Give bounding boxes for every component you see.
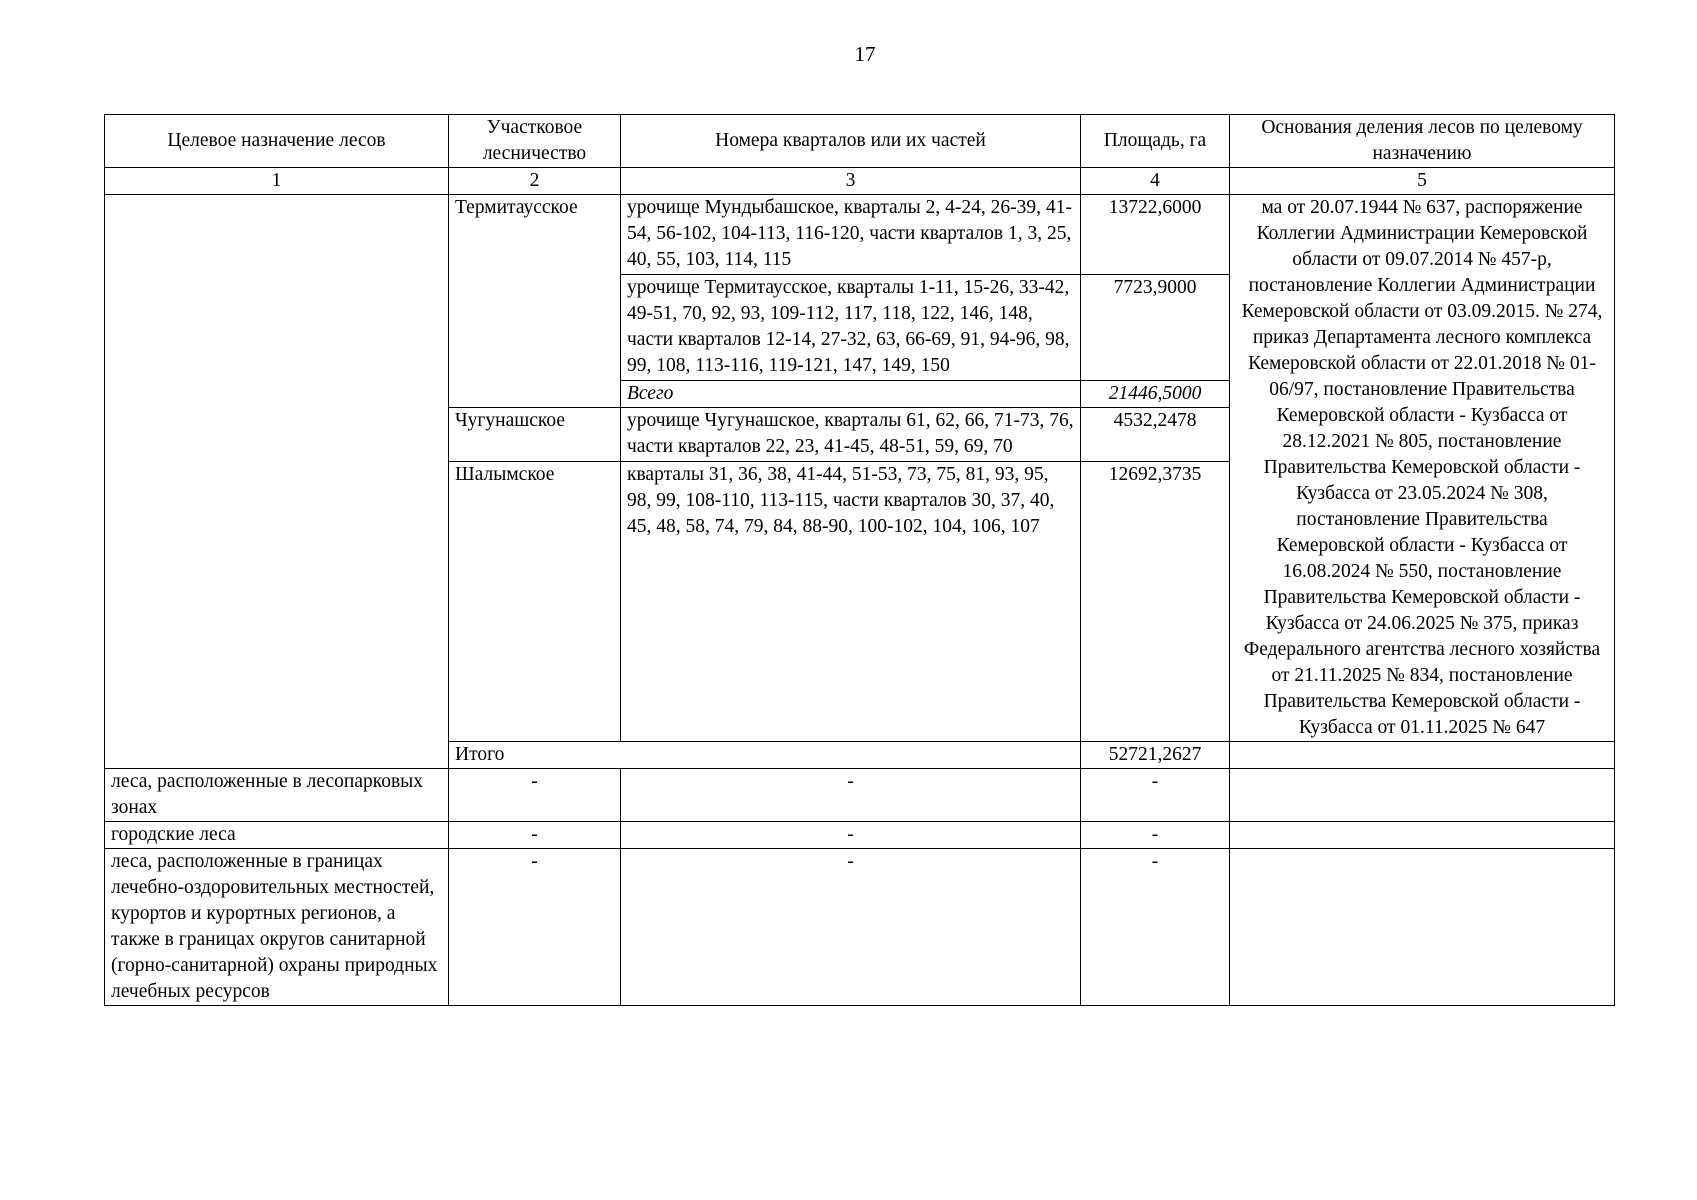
forest-purpose-table [104,114,1615,1006]
column-number: 5 [1230,168,1615,195]
quarters-cell: - [621,822,1081,849]
subtotal-area: 21446,5000 [1081,381,1230,408]
area-cell: 4532,2478 [1081,408,1230,462]
area-cell: - [1081,822,1230,849]
table-row [105,769,1615,822]
forestry-chugunashskoe: Чугунашское [449,408,621,462]
forestry-cell: - [449,822,621,849]
table-header-row [105,115,1615,168]
column-number: 3 [621,168,1081,195]
area-cell: - [1081,769,1230,822]
table-row [105,849,1615,1006]
quarters-cell: - [621,849,1081,1006]
quarters-cell: урочище Термитаусское, кварталы 1-11, 15-26, 33-42, 49-51, 70, 92, 93, 109-112, 117, 118, 122, 146, 148, части кварталов 12-14, 27-32, 63, 66-69, 91, 94-96, 98, 99, 108, 113-116, 119-121, 147, 149, 150 [621,274,1081,380]
total-label: Итого [449,742,1081,769]
forestry-termitausskoe: Термитаусское [449,195,621,408]
subtotal-label: Всего [621,381,1081,408]
basis-cell: ма от 20.07.1944 № 637, распоряжение Коллегии Администрации Кемеровской области от 09.07.2014 № 457-р, постановление Коллегии Администрации Кемеровской области от 03.09.2015. № 274, приказ Департамента лесного комплекса Кемеровской области от 22.01.2018 № 01-06/97, постановление Правительства Кемеровской области - Кузбасса от 28.12.2021 № 805, постановление Правительства Кемеровской области - Кузбасса от 23.05.2024 № 308, постановление Правительства Кемеровской области - Кузбасса от 16.08.2024 № 550, постановление Правительства Кемеровской области - Кузбасса от 24.06.2025 № 375, приказ Федерального агентства лесного хозяйства от 21.11.2025 № 834, постановление Правительства Кемеровской области - Кузбасса от 01.11.2025 № 647 [1230,195,1615,742]
column-numbers-row [105,168,1615,195]
header-quarters: Номера кварталов или их частей [621,115,1081,168]
quarters-cell: урочище Чугунашское, кварталы 61, 62, 66, 71-73, 76, части кварталов 22, 23, 41-45, 48-51, 59, 69, 70 [621,408,1081,462]
area-cell: - [1081,849,1230,1006]
forestry-shalymskoe: Шалымское [449,462,621,742]
header-area: Площадь, га [1081,115,1230,168]
forestry-cell: - [449,849,621,1006]
purpose-cell: леса, расположенные в границах лечебно-оздоровительных местностей, курортов и курортных регионов, а также в границах округов санитарной (горно-санитарной) охраны природных лечебных ресурсов [105,849,449,1006]
basis-cell-empty [1230,849,1615,1006]
quarters-cell: кварталы 31, 36, 38, 41-44, 51-53, 73, 75, 81, 93, 95, 98, 99, 108-110, 113-115, части кварталов 30, 37, 40, 45, 48, 58, 74, 79, 84, 88-90, 100-102, 104, 106, 107 [621,462,1081,742]
area-cell: 12692,3735 [1081,462,1230,742]
header-basis: Основания деления лесов по целевому назначению [1230,115,1615,168]
header-forestry: Участковое лесничество [449,115,621,168]
column-number: 1 [105,168,449,195]
page-number: 17 [854,42,876,66]
header-purpose: Целевое назначение лесов [105,115,449,168]
basis-cell-empty [1230,769,1615,822]
purpose-cell-empty [105,195,449,769]
purpose-cell: городские леса [105,822,449,849]
basis-cell-empty [1230,822,1615,849]
purpose-cell: леса, расположенные в лесопарковых зонах [105,769,449,822]
total-basis-empty [1230,742,1615,769]
column-number: 2 [449,168,621,195]
quarters-cell: урочище Мундыбашское, кварталы 2, 4-24, 26-39, 41-54, 56-102, 104-113, 116-120, части кварталов 1, 3, 25, 40, 55, 103, 114, 115 [621,195,1081,275]
column-number: 4 [1081,168,1230,195]
table-row [105,822,1615,849]
forestry-cell: - [449,769,621,822]
area-cell: 13722,6000 [1081,195,1230,275]
table-row [105,195,1615,275]
area-cell: 7723,9000 [1081,274,1230,380]
total-area: 52721,2627 [1081,742,1230,769]
quarters-cell: - [621,769,1081,822]
